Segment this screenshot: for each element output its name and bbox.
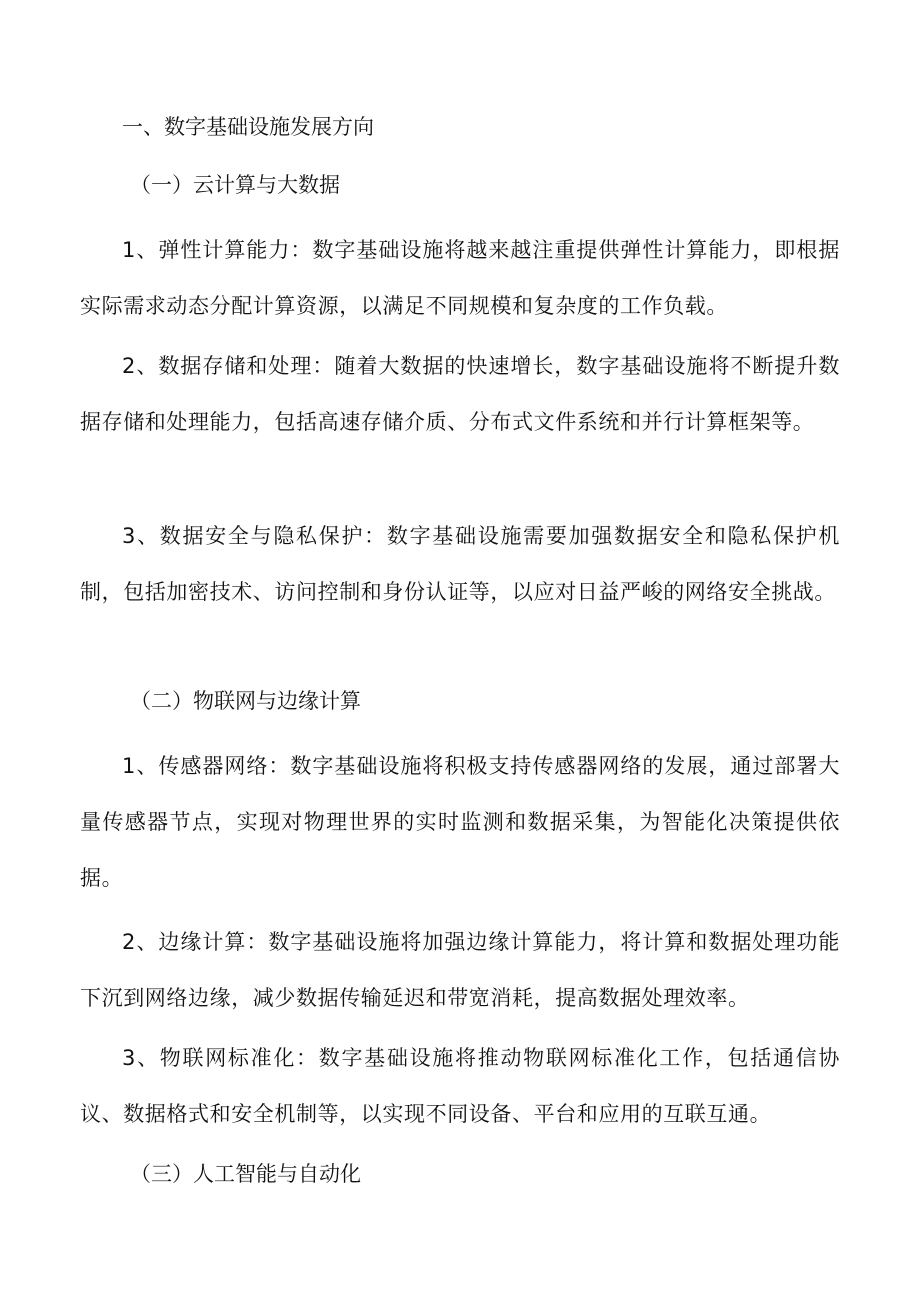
section-title-ai: （三）人工智能与自动化 [130, 1162, 361, 1186]
section-title-cloud: （一）云计算与大数据 [130, 173, 340, 197]
section-title-iot: （二）物联网与边缘计算 [130, 689, 361, 713]
paragraph-data-security: 3、数据安全与隐私保护：数字基础设施需要加强数据安全和隐私保护机制，包括加密技术、访问控制和身份认证等，以应对日益严峻的网络安全挑战。 [80, 524, 840, 604]
paragraph-data-storage: 2、数据存储和处理：随着大数据的快速增长，数字基础设施将不断提升数据存储和处理能力，包括高速存储介质、分布式文件系统和并行计算框架等。 [80, 354, 840, 434]
paragraph-sensor-network: 1、传感器网络：数字基础设施将积极支持传感器网络的发展，通过部署大量传感器节点，实现对物理世界的实时监测和数据采集，为智能化决策提供依据。 [80, 754, 840, 890]
paragraph-edge-computing: 2、边缘计算：数字基础设施将加强边缘计算能力，将计算和数据处理功能下沉到网络边缘，减少数据传输延迟和带宽消耗，提高数据处理效率。 [80, 930, 840, 1010]
main-heading: 一、数字基础设施发展方向 [122, 115, 374, 139]
paragraph-elastic-computing: 1、弹性计算能力：数字基础设施将越来越注重提供弹性计算能力，即根据实际需求动态分配计算资源，以满足不同规模和复杂度的工作负载。 [80, 238, 840, 318]
paragraph-iot-standardization: 3、物联网标准化：数字基础设施将推动物联网标准化工作，包括通信协议、数据格式和安全机制等，以实现不同设备、平台和应用的互联互通。 [80, 1046, 840, 1126]
